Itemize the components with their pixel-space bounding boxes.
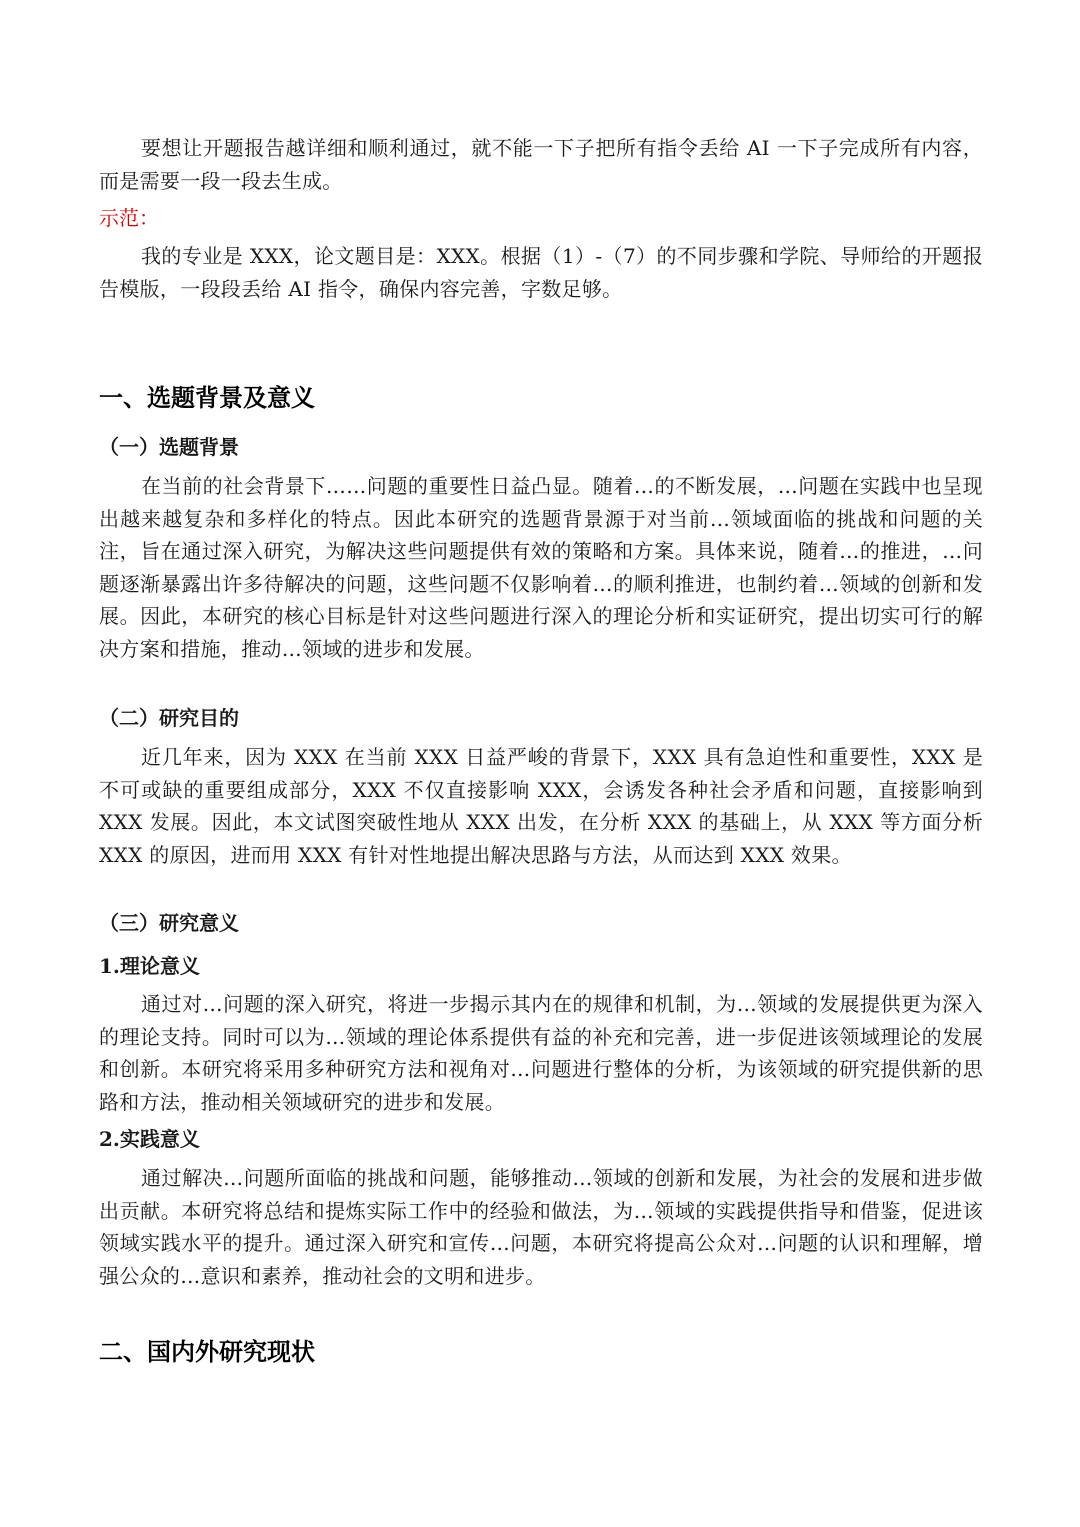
theory-significance-heading: 1.理论意义 xyxy=(99,954,200,978)
section-heading-research-status: 二、国内外研究现状 xyxy=(99,1338,315,1366)
subheading-significance: （三）研究意义 xyxy=(99,911,239,935)
intro-paragraph: 要想让开题报告越详细和顺利通过，就不能一下子把所有指令丢给 AI 一下子完成所有内容，而是需要一段一段去生成。 xyxy=(99,136,983,193)
theory-significance-paragraph: 通过对…问题的深入研究，将进一步揭示其内在的规律和机制，为…领域的发展提供更为深入的理论支持。同时可以为…领域的理论体系提供有益的补充和完善，进一步促进该领域理论的发展和创新。本研究将采用多种研究方法和视角对…问题进行整体的分析，为该领域的研究提供新的思路和方法，推动相关领域研究的进步和发展。 xyxy=(99,992,983,1114)
subheading-purpose: （二）研究目的 xyxy=(99,706,239,730)
background-paragraph: 在当前的社会背景下……问题的重要性日益凸显。随着…的不断发展，…问题在实践中也呈现出越来越复杂和多样化的特点。因此本研究的选题背景源于对当前…领域面临的挑战和问题的关注，旨在通过深入研究，为解决这些问题提供有效的策略和方案。具体来说，随着…的推进，…问题逐渐暴露出许多待解决的问题，这些问题不仅影响着…的顺利推进，也制约着…领域的创新和发展。因此，本研究的核心目标是针对这些问题进行深入的理论分析和实证研究，提出切实可行的解决方案和措施，推动…领域的进步和发展。 xyxy=(99,474,983,661)
purpose-paragraph: 近几年来，因为 XXX 在当前 XXX 日益严峻的背景下，XXX 具有急迫性和重要性，XXX 是不可或缺的重要组成部分，XXX 不仅直接影响 XXX，会诱发各种社会矛盾和问题，直接影响到 XXX 发展。因此，本文试图突破性地从 XXX 出发，在分析 XXX 的基础上，从 XXX 等方面分析 XXX 的原因，进而用 XXX 有针对性地提出解决思路与方法，从而达到 XXX 效果。 xyxy=(99,745,983,867)
section-heading-background-significance: 一、选题背景及意义 xyxy=(99,384,315,412)
demo-paragraph: 我的专业是 XXX，论文题目是：XXX。根据（1）-（7）的不同步骤和学院、导师给的开题报告模版，一段段丢给 AI 指令，确保内容完善，字数足够。 xyxy=(99,244,983,301)
demo-label: 示范： xyxy=(99,206,159,230)
practice-significance-paragraph: 通过解决…问题所面临的挑战和问题，能够推动…领域的创新和发展，为社会的发展和进步做出贡献。本研究将总结和提炼实际工作中的经验和做法，为…领域的实践提供指导和借鉴，促进该领域实践水平的提升。通过深入研究和宣传…问题，本研究将提高公众对…问题的认识和理解，增强公众的…意识和素养，推动社会的文明和进步。 xyxy=(99,1166,983,1288)
subheading-background: （一）选题背景 xyxy=(99,435,239,459)
practice-significance-heading: 2.实践意义 xyxy=(99,1127,200,1151)
